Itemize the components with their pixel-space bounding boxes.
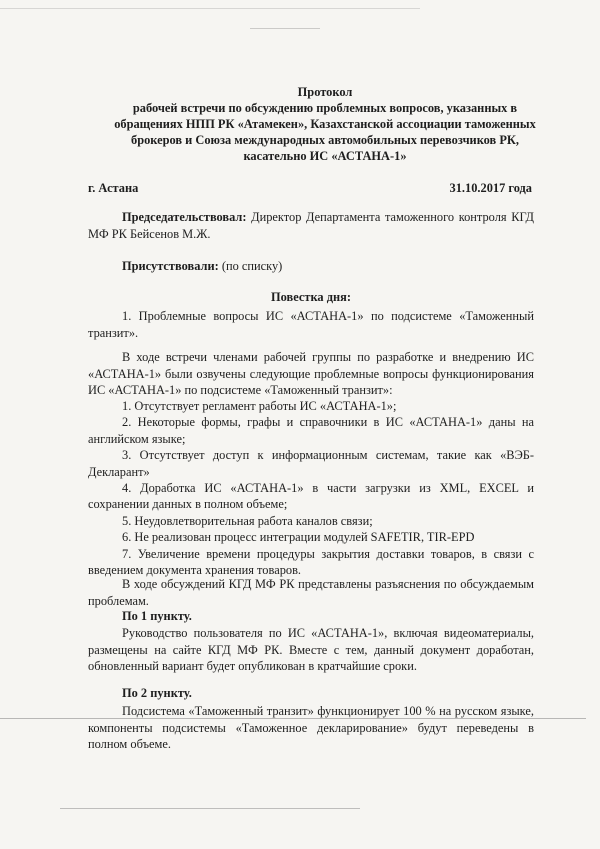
present-label: Присутствовали: xyxy=(122,259,219,273)
date: 31.10.2017 года xyxy=(449,181,532,195)
meeting-intro: В ходе встречи членами рабочей группы по разработке и внедрению ИС «АСТАНА-1» были озвучены следующие проблемные вопросы функционирования ИС «АСТАНА-1» по подсистеме «Таможенный транзит»: xyxy=(88,350,534,397)
present-text: (по списку) xyxy=(218,259,283,273)
scan-line xyxy=(60,808,360,809)
place: г. Астана xyxy=(88,181,139,195)
list-item: 6. Не реализован процесс интеграции модулей SAFETIR, TIR-EPD xyxy=(122,530,475,545)
scan-line xyxy=(0,8,420,9)
point2-title: По 2 пункту. xyxy=(122,686,192,700)
subtitle-line: касательно ИС «АСТАНА-1» xyxy=(243,149,407,163)
list-item: 5. Неудовлетворительная работа каналов связи; xyxy=(122,513,373,528)
chair-text: Директор Департамента таможенного контроля КГД МФ РК Бейсенов М.Ж. xyxy=(88,210,534,241)
subtitle-line: рабочей встречи по обсуждению проблемных вопросов, указанных в xyxy=(132,101,518,115)
point1-title: По 1 пункту. xyxy=(122,609,192,623)
list-item: 4. Доработка ИС «АСТАНА-1» в части загрузки из XML, EXCEL и сохранении данных в полном объеме; xyxy=(88,481,534,512)
present-paragraph xyxy=(88,258,534,275)
list-item: 3. Отсутствует доступ к информационным системам, такие как «ВЭБ-Декларант» xyxy=(88,448,534,479)
scan-line xyxy=(250,28,320,29)
point2-text: Подсистема «Таможенный транзит» функционирует 100 % на русском языке, компоненты подсистемы «Таможенное декларирование» будут переведены в полном объеме. xyxy=(88,704,534,751)
chair-label: Председательствовал: xyxy=(122,210,247,224)
protocol-heading: Протокол xyxy=(297,85,353,99)
agenda-item: 1. Проблемные вопросы ИС «АСТАНА-1» по подсистеме «Таможенный транзит». xyxy=(88,309,534,340)
list-item: 2. Некоторые формы, графы и справочники в ИС «АСТАНА-1» даны на английском языке; xyxy=(88,415,534,446)
document-title xyxy=(70,84,580,164)
list-item: 7. Увеличение времени процедуры закрытия доставки товаров, в связи с введением документа хранения товаров. xyxy=(88,546,534,578)
list-item: 1. Отсутствует регламент работы ИС «АСТАНА-1»; xyxy=(122,399,397,413)
agenda-title: Повестка дня: xyxy=(271,290,351,304)
issues-list xyxy=(88,398,534,578)
point1-text: Руководство пользователя по ИС «АСТАНА-1», включая видеоматериалы, размещены на сайте КГД МФ РК. Вместе с тем, данный документ доработан, обновленный вариант будет опубликован в кратчайшие сроки. xyxy=(88,626,534,673)
chair-paragraph xyxy=(88,209,534,242)
place-date-row xyxy=(88,181,532,196)
subtitle-line: обращениях НПП РК «Атамекен», Казахстанской ассоциации таможенных xyxy=(114,117,536,131)
discussion-paragraph: В ходе обсуждений КГД МФ РК представлены разъяснения по обсуждаемым проблемам. xyxy=(88,577,534,608)
subtitle-line: брокеров и Союза международных автомобильных перевозчиков РК, xyxy=(131,133,519,147)
